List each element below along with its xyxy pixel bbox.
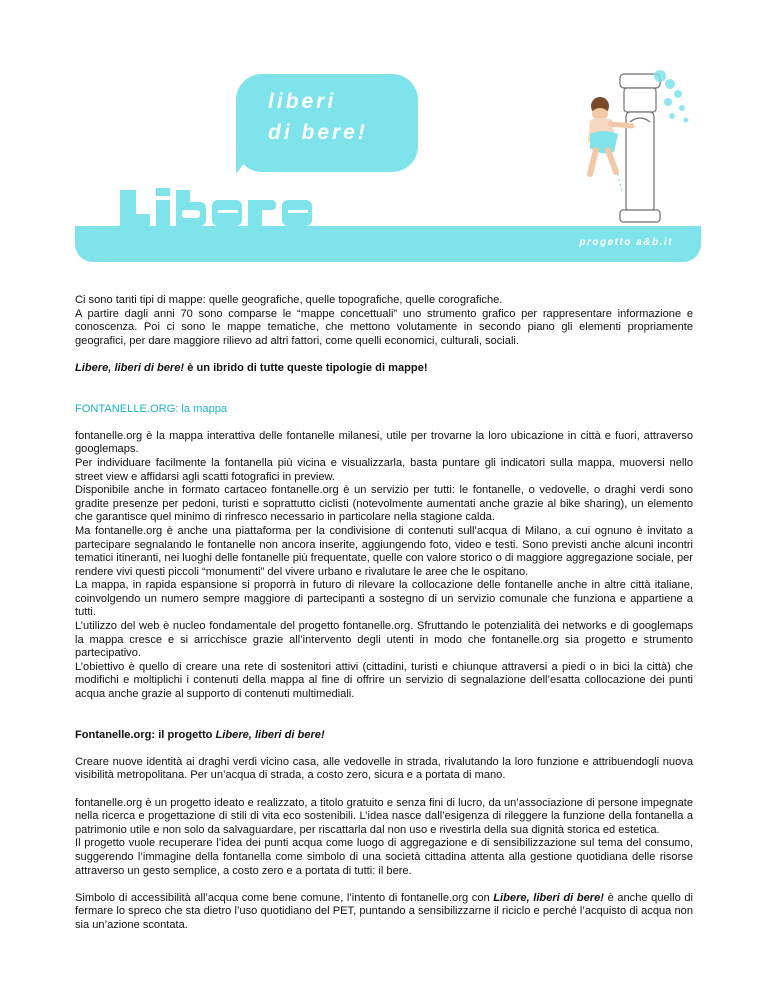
- map-paragraph-6: L’utilizzo del web è nucleo fondamentale del progetto fontanelle.org. Sfruttando le potenzialità dei networks e di googlemaps la mappa cresce e si arricchisce grazie all’intervento degli utenti in modo che fontanelle.org sia progetto e strumento partecipativo.: [75, 620, 693, 660]
- article-body: [75, 294, 693, 933]
- map-paragraph-2: Per individuare facilmente la fontanella più vicina e visualizzarla, basta puntare gli indicatori sulla mappa, muoversi nello street view e affidarsi agli scatti fotografici in preview.: [75, 456, 693, 483]
- intro-paragraph: A partire dagli anni 70 sono comparse le “mappe concettuali” uno strumento grafico per rappresentare informazione e conoscenza. Poi ci sono le mappe tematiche, che mettono volutamente in secondo piano gli elementi propriamente geografici, per dare maggiore rilievo ad altri fattori, come quelli economici, culturali, sociali.: [75, 307, 693, 347]
- map-paragraph-3: Disponibile anche in formato cartaceo fontanelle.org è un servizio per tutti: le fontanelle, o vedovelle, o draghi verdi sono gradite presenze per pedoni, turisti e soprattutto ciclisti (notevolmente aumentati anche grazie al bike sharing), un elemento che garantisce quel minimo di rinfresco necessario in particolare nella stagione calda.: [75, 484, 693, 524]
- intro-line-1: Ci sono tanti tipi di mappe: quelle geografiche, quelle topografiche, quelle corografiche.: [75, 294, 503, 306]
- speech-bubble-tail: [236, 150, 254, 174]
- map-paragraph-7: L’obiettivo è quello di creare una rete di sostenitori attivi (cittadini, turisti e chiunque attraversi a piedi o in bici la città) che modifichi e moltiplichi i contenuti della mappa al fine di offrire un servizio di segnalazione dell’esatta collocazione dei punti acqua anche grazie al supporto di contenuti multimediali.: [75, 660, 693, 701]
- intro-tagline: [75, 362, 693, 376]
- project-paragraph-1: Creare nuove identità ai draghi verdi vicino casa, alle vedovelle in strada, rivalutando la loro funzione e attribuendogli nuova visibilità metropolitana. Per un’acqua di strada, a costo zero, sicura e a portata di mano.: [75, 755, 693, 782]
- fountain-child-illustration: [560, 62, 700, 232]
- bubble-slogan: [268, 86, 368, 148]
- heading-project-emphasis: Libere, liberi di bere!: [215, 728, 325, 741]
- header-banner: [0, 0, 768, 270]
- p4-rest: è anche quello di fermare lo spreco che sta dietro l’uso quotidiano del PET, puntando a sensibilizzarne il riciclo e perché l’acquisto di acqua non sia un’azione scontata.: [75, 891, 694, 931]
- tagline-rest: è un ibrido di tutte queste tipologie di mappe!: [184, 361, 428, 374]
- section-heading-map: FONTANELLE.ORG: la mappa: [75, 402, 228, 415]
- map-paragraph-1: fontanelle.org è la mappa interattiva delle fontanelle milanesi, utile per trovarne la loro ubicazione in città e fuori, attraverso googlemaps.: [75, 429, 693, 456]
- project-label: progetto a&b.it: [579, 237, 673, 248]
- map-paragraph-4: Ma fontanelle.org è anche una piattaforma per la condivisione di contenuti sull’acqua di Milano, a cui ognuno è invitato a partecipare segnalando le fontanelle non ancora inserite, aggiungendo foto, video e testi. Sono previsti anche alcuni incontri tematici itineranti, nei luoghi delle fontanelle più frequentate, quelle con valore storico o di maggiore aggregazione sociale, per rendere vivi questi piccoli “monumenti” del vivere urbano e rivalutare le aree che le ospitano.: [75, 524, 693, 578]
- project-paragraph-3: Il progetto vuole recuperare l’idea dei punti acqua come luogo di aggregazione e di sensibilizzazione sul tema del consumo, suggerendo l’immagine della fontanella come simbolo di una società cittadina attenta alla gestione quotidiana delle risorse attraverso un gesto semplice, a costo zero e a portata di tutti: il bere.: [75, 837, 693, 877]
- p4-pre: Simbolo di accessibilità all’acqua come bene comune, l’intento di fontanelle.org con: [75, 891, 494, 904]
- bubble-line-1: liberi: [268, 90, 337, 113]
- map-paragraph-5: La mappa, in rapida espansione si proporrà in futuro di rilevare la collocazione delle fontanelle anche in altre città italiane, coinvolgendo un numero sempre maggiore di partecipanti a sostegno di un servizio comunale che funziona e appartiene a tutti.: [75, 579, 693, 619]
- libere-logo: [120, 186, 360, 230]
- section-heading-project: [75, 729, 693, 743]
- tagline-emphasis: Libere, liberi di bere!: [75, 361, 185, 374]
- bubble-line-2: di bere!: [268, 121, 368, 144]
- project-paragraph-4: [75, 892, 693, 933]
- project-paragraph-2: fontanelle.org è un progetto ideato e realizzato, a titolo gratuito e senza fini di lucro, da un’associazione di persone impegnate nella ricerca e progettazione di stili di vita eco sostenibili. L’idea nasce dall’esigenza di rileggere la funzione della fontanella a patrimonio utile e non solo da salvaguardare, per riscattarla dal non uso e rivestirla della sua dignità storica ed estetica.: [75, 796, 693, 836]
- heading-project-pre: Fontanelle.org: il progetto: [75, 728, 216, 741]
- p4-emphasis: Libere, liberi di bere!: [493, 891, 604, 904]
